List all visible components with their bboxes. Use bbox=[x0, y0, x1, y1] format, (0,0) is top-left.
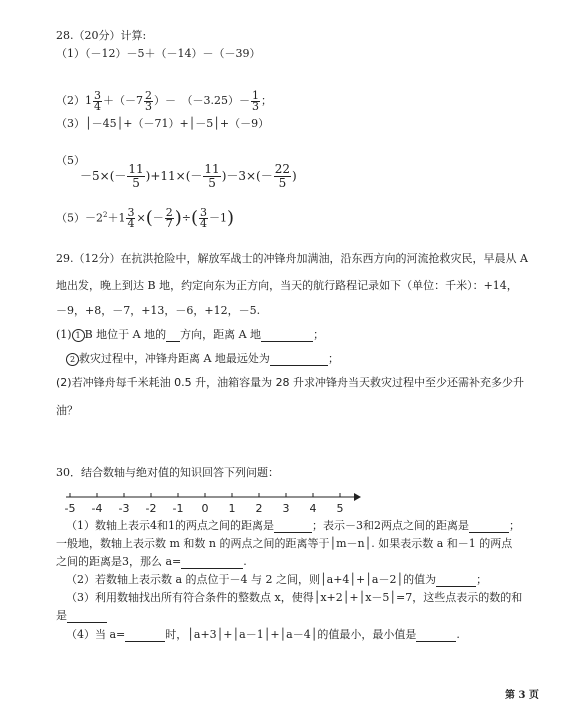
expr-text: ) bbox=[292, 169, 297, 183]
mixed-number-1-fraction bbox=[93, 88, 102, 113]
q28-part5: $(5)-2^2+1$ $\frac{3}{4}$ ×(－ $\frac{2}{7}$ )÷( $\frac{3}{4}$ －1) bbox=[56, 206, 235, 231]
number-line-tick-label: 0 bbox=[201, 502, 209, 515]
q29-sub1 bbox=[56, 328, 324, 342]
sub-text: B 地位于 A 地的 bbox=[84, 328, 167, 341]
fraction-2 bbox=[165, 208, 174, 229]
expr-text: )+11×(－ bbox=[145, 169, 203, 183]
fraction-2 bbox=[203, 163, 220, 190]
fraction-numerator: 11 bbox=[204, 162, 220, 176]
number-line bbox=[62, 488, 362, 518]
q28-part5-label: （5） bbox=[56, 211, 85, 225]
number-line-tick-label: -2 bbox=[145, 502, 157, 515]
q30-title: 30．结合数轴与绝对值的知识回答下列问题： bbox=[56, 466, 279, 479]
q28-part3: （3）│－45│+（－71）+│－5│+（－9） bbox=[56, 117, 270, 130]
q30-text: 时，│a+3│+│a－1│+│a－4│的值最小，最小值是 bbox=[165, 628, 417, 641]
fraction-1 bbox=[126, 208, 135, 229]
fraction-denominator: 5 bbox=[132, 176, 140, 190]
q30-text: 是 bbox=[56, 609, 67, 622]
expr-text: × bbox=[136, 211, 146, 225]
fraction-numerator: 3 bbox=[94, 88, 101, 102]
end-punct: ； bbox=[509, 519, 520, 532]
q28-part1: （1）（－12）－5＋（－14）－（－39） bbox=[56, 47, 261, 60]
number-line-tick-label: 5 bbox=[336, 502, 344, 515]
q29-line2: 地出发，晚上到达 B 地，约定向东为正方向，当天的航行路程记录如下（单位：千米）：+14， bbox=[56, 279, 518, 292]
fraction-denominator: 4 bbox=[127, 217, 135, 231]
number-line-tick-label: 2 bbox=[255, 502, 263, 515]
q29-sub2 bbox=[66, 352, 339, 366]
end-punct: ； bbox=[313, 328, 325, 341]
fraction-numerator: 2 bbox=[145, 88, 152, 102]
q30-text: （4）当 a= bbox=[66, 628, 126, 641]
expr-text: －5×(－ bbox=[80, 169, 127, 183]
page-number: 第 3 页 bbox=[505, 690, 539, 701]
open-paren: ( bbox=[145, 207, 153, 229]
q30-part3-line2 bbox=[56, 609, 107, 623]
q28-part4-label: （5） bbox=[56, 154, 85, 167]
exponent: 2 bbox=[103, 211, 108, 219]
end-punct: ； bbox=[476, 573, 488, 586]
fraction-numerator: 11 bbox=[128, 162, 144, 176]
fraction-3 bbox=[251, 88, 260, 113]
answer-blank[interactable] bbox=[166, 329, 180, 342]
number-line-ticks bbox=[65, 493, 344, 515]
q30-text: 之间的距离是3，那么 a= bbox=[56, 555, 182, 568]
number-line-arrow bbox=[354, 493, 361, 501]
mixed-number-1-whole: 1 bbox=[85, 94, 92, 107]
expr-text: －2 bbox=[85, 211, 103, 225]
q28-title: 28.（20分）计算: bbox=[56, 29, 147, 42]
q30-text: ；表示－3和2两点之间的距离是 bbox=[312, 519, 469, 532]
fraction-denominator: 4 bbox=[94, 99, 101, 113]
number-line-tick-label: -5 bbox=[64, 502, 76, 515]
expr-text: －1 bbox=[209, 211, 227, 225]
q30-part4 bbox=[66, 628, 460, 642]
number-line-tick-label: -4 bbox=[91, 502, 103, 515]
q28-part2 bbox=[56, 89, 272, 113]
answer-blank[interactable] bbox=[469, 520, 509, 533]
q30-part3-line1: （3）利用数轴找出所有符合条件的整数点 x，使得│x+2│+│x－5│=7，这些点表示的数的和 bbox=[66, 591, 523, 604]
mixed-number-2-whole: －7 bbox=[125, 94, 143, 107]
number-line-tick-label: 1 bbox=[228, 502, 236, 515]
answer-blank[interactable] bbox=[416, 629, 456, 642]
sub-text: 方向，距离 A 地 bbox=[180, 328, 262, 341]
fraction-1 bbox=[127, 163, 144, 190]
fraction-3 bbox=[274, 163, 291, 190]
q30-part1-line2: 一般地，数轴上表示数 m 和数 n 的两点之间的距离等于│m－n│. 如果表示数 a 和－1 的两点 bbox=[56, 537, 513, 550]
mixed-number-2-fraction bbox=[144, 88, 153, 113]
sub-text: 救灾过程中，冲锋舟距离 A 地最远处为 bbox=[79, 352, 270, 365]
answer-blank[interactable] bbox=[261, 329, 313, 342]
answer-blank[interactable] bbox=[274, 520, 312, 533]
fraction-denominator: 3 bbox=[145, 99, 152, 113]
answer-blank[interactable] bbox=[67, 610, 107, 623]
open-paren: ( bbox=[190, 207, 198, 229]
q30-part1-line3 bbox=[56, 555, 247, 569]
fraction-denominator: 4 bbox=[200, 217, 207, 231]
fraction-numerator: 3 bbox=[127, 206, 135, 220]
q29-sub3-line1: (2)若冲锋舟每千米耗油 0.5 升，油箱容量为 28 升求冲锋舟当天救灾过程中至少还需补充多少升 bbox=[56, 376, 525, 389]
close-paren: ) bbox=[227, 207, 235, 229]
sub-prefix: (1) bbox=[56, 328, 72, 341]
answer-blank[interactable] bbox=[270, 353, 328, 366]
fraction-numerator: 2 bbox=[165, 206, 173, 220]
expr-text: ＋1 bbox=[107, 211, 126, 225]
fraction-denominator: 7 bbox=[165, 217, 173, 231]
answer-blank[interactable] bbox=[125, 629, 165, 642]
end-punct: ； bbox=[261, 94, 272, 107]
operator-text: ＋（ bbox=[103, 94, 125, 107]
q30-text: （2）若数轴上表示数 a 的点位于－4 与 2 之间，则│a+4│+│a－2│的值为 bbox=[66, 573, 437, 586]
operator-text: ）－ （－3.25）－ bbox=[154, 94, 250, 107]
q29-sub3-line2: 油？ bbox=[56, 404, 78, 417]
fraction-denominator: 3 bbox=[252, 99, 259, 113]
q29-line3: －9，+8，－7，+13，－6，+12，－5. bbox=[56, 304, 261, 317]
circled-number: 1 bbox=[72, 329, 85, 342]
end-punct: ； bbox=[327, 352, 339, 365]
fraction-numerator: 22 bbox=[274, 162, 291, 176]
q29-line1: 29.（12分）在抗洪抢险中，解放军战士的冲锋舟加满油，沿东西方向的河流抢救灾民，早晨从 A bbox=[56, 252, 528, 265]
expr-text: )－3×(－ bbox=[221, 169, 273, 183]
number-line-tick-label: 3 bbox=[282, 502, 290, 515]
fraction-3 bbox=[199, 208, 208, 229]
end-punct: . bbox=[243, 555, 247, 568]
number-line-tick-label: 4 bbox=[309, 502, 317, 515]
fraction-denominator: 5 bbox=[208, 176, 216, 190]
answer-blank[interactable] bbox=[181, 556, 243, 569]
close-paren: ) bbox=[174, 207, 182, 229]
end-punct: . bbox=[456, 628, 460, 641]
q30-part2 bbox=[66, 573, 487, 587]
number-line-tick-label: -1 bbox=[172, 502, 184, 515]
fraction-numerator: 3 bbox=[200, 206, 207, 220]
q30-part1-line1 bbox=[66, 519, 520, 533]
number-line-tick-label: -3 bbox=[118, 502, 130, 515]
fraction-denominator: 5 bbox=[278, 176, 287, 190]
fraction-numerator: 1 bbox=[252, 88, 259, 102]
expr-text: ÷ bbox=[181, 211, 191, 225]
circled-number: 2 bbox=[66, 353, 79, 366]
q30-text: （1）数轴上表示4和1的两点之间的距离是 bbox=[66, 519, 274, 532]
answer-blank[interactable] bbox=[436, 574, 476, 587]
q28-part2-label: （2） bbox=[56, 94, 85, 107]
q28-part4-expression bbox=[80, 159, 297, 193]
